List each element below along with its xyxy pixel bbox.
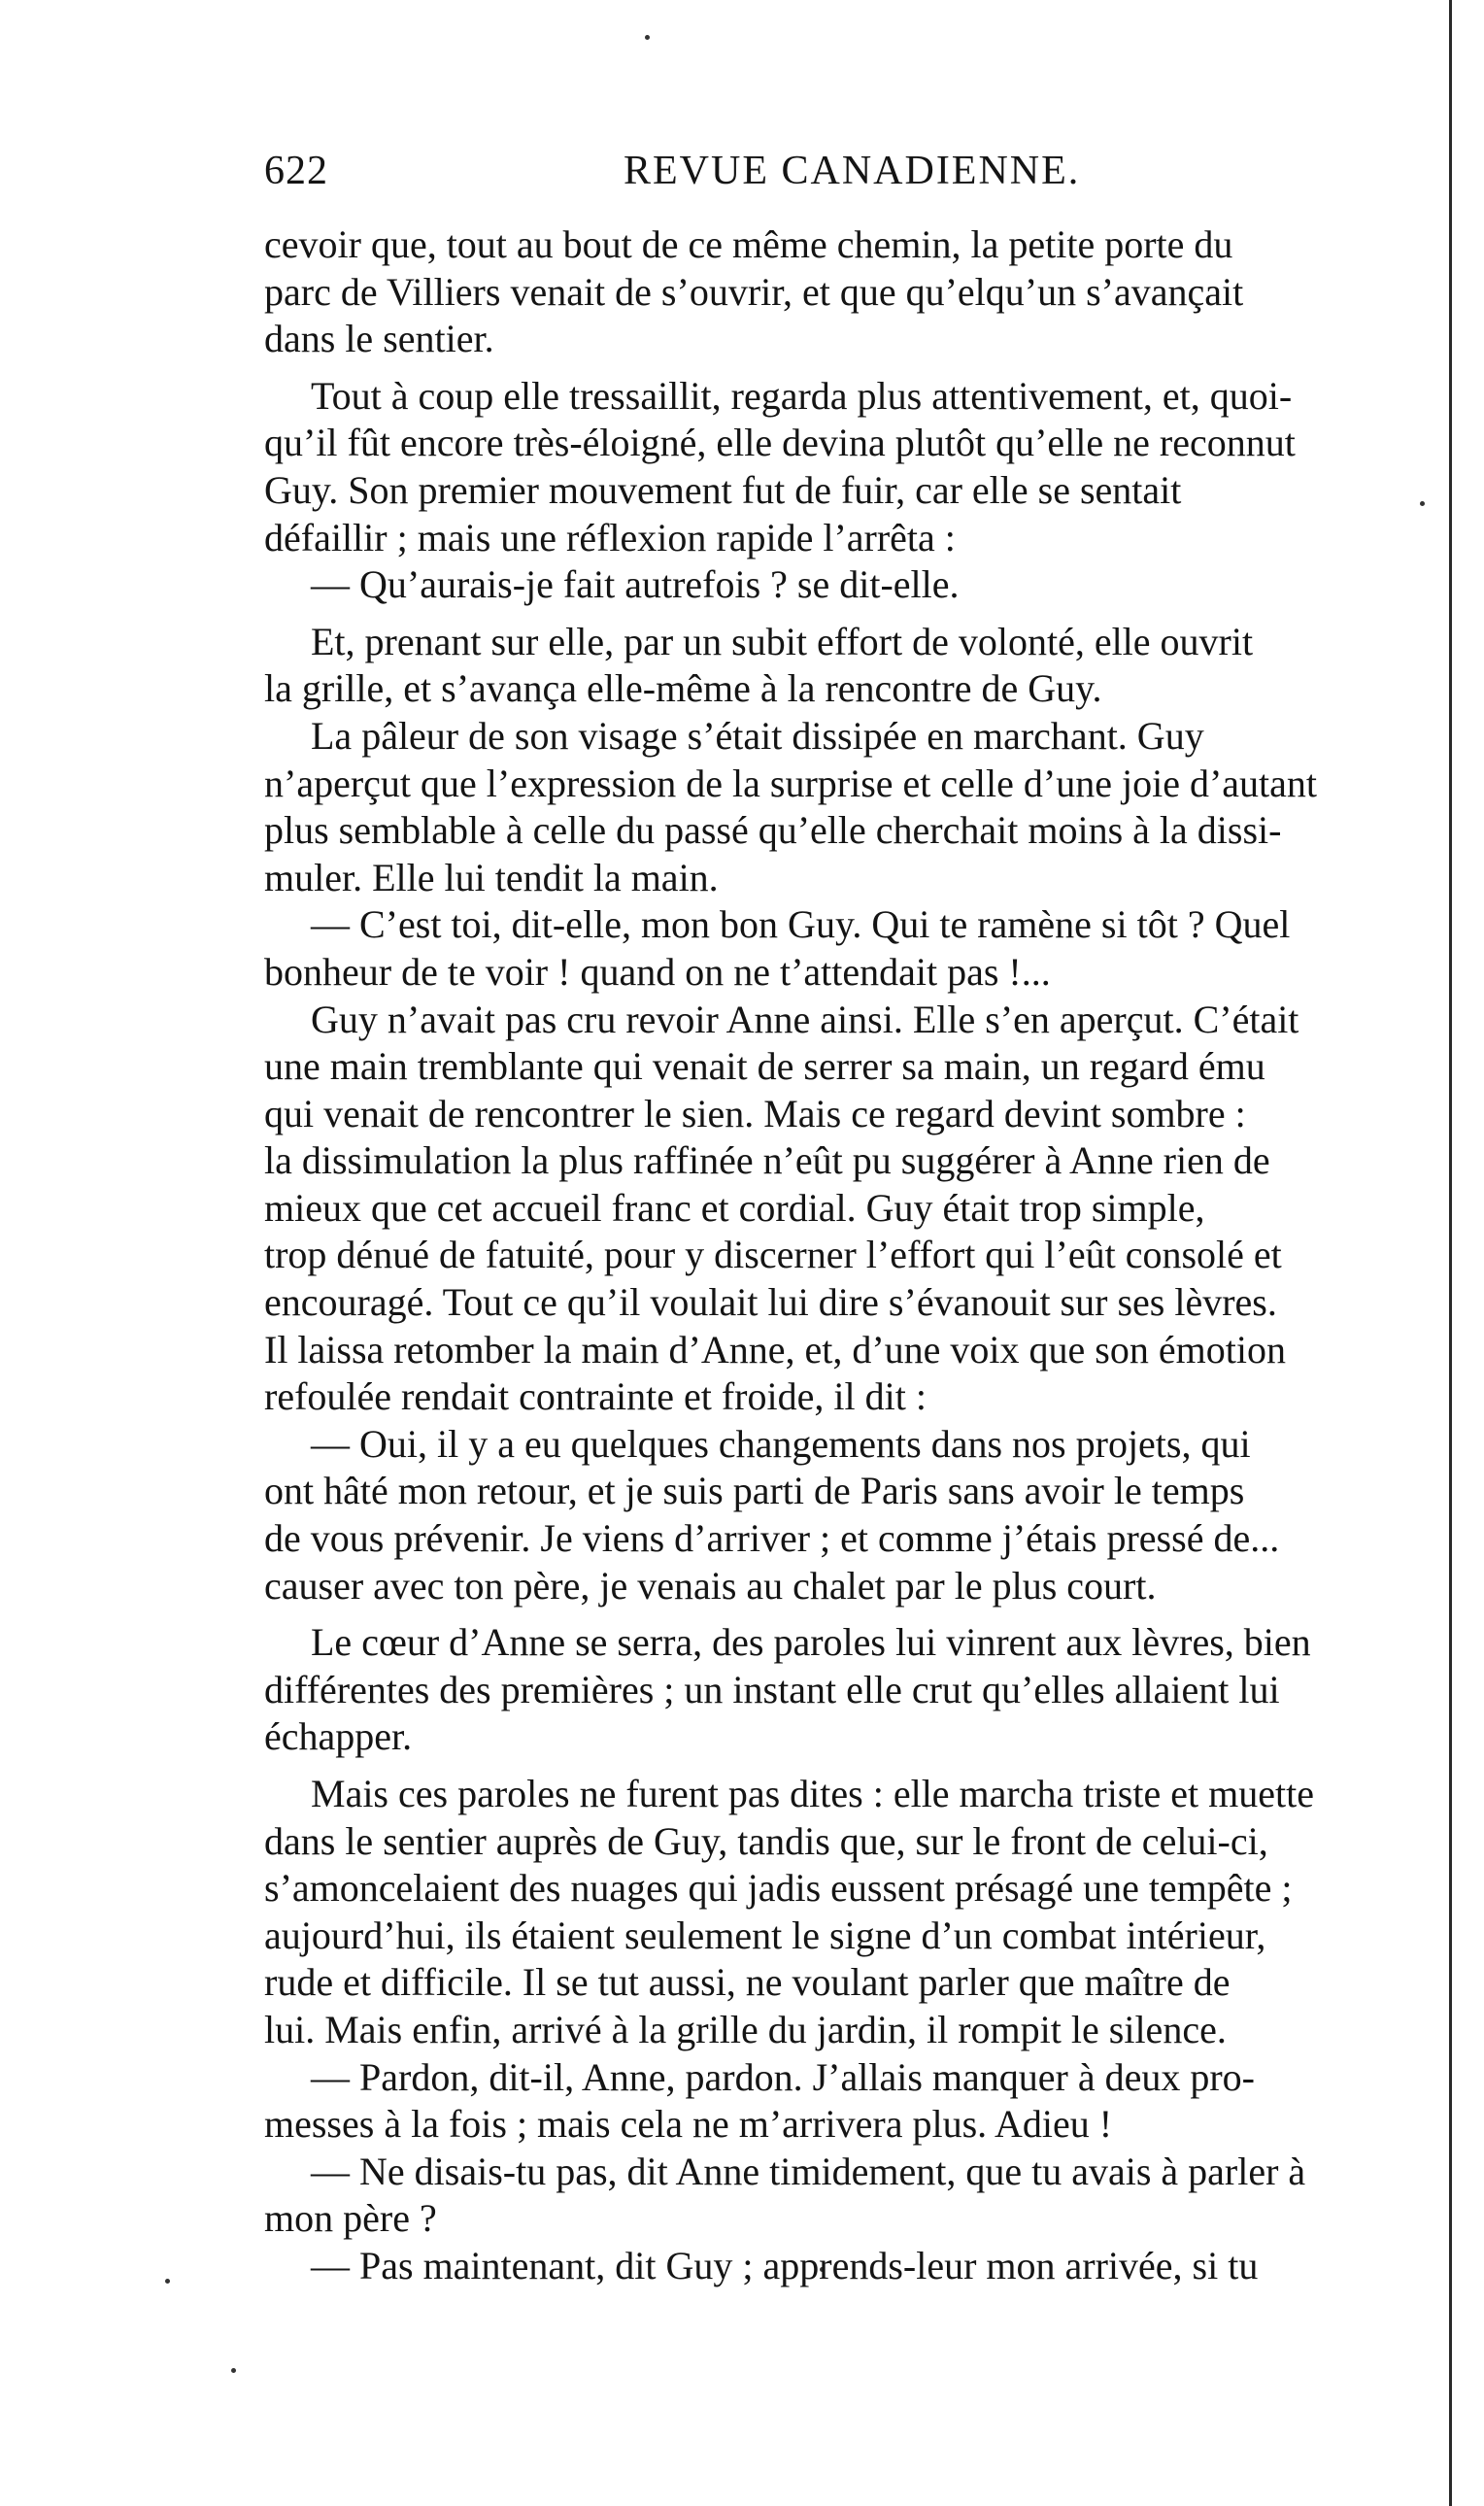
text-line: n’aperçut que l’expression de la surprise et celle d’une joie d’autant [264, 761, 1318, 805]
paragraph-gap [264, 363, 1381, 373]
text-line: une main tremblante qui venait de serrer sa main, un regard ému [264, 1044, 1265, 1089]
text-line: qui venait de rencontrer le sien. Mais ce regard devint sombre : [264, 1091, 1246, 1135]
text-line: dans le sentier. [264, 317, 494, 361]
ink-speck [165, 2279, 170, 2284]
text-line: causer avec ton père, je venais au chalet par le plus court. [264, 1563, 1157, 1608]
text-line: la dissimulation la plus raffinée n’eût pu suggérer à Anne rien de [264, 1138, 1270, 1183]
text-line: Il laissa retomber la main d’Anne, et, d’une voix que son émotion [264, 1327, 1286, 1372]
text-line: mon père ? [264, 2196, 437, 2241]
ink-speck [231, 2368, 236, 2373]
text-line: — Qu’aurais-je fait autrefois ? se dit-elle. [311, 562, 960, 607]
text-line: de vous prévenir. Je viens d’arriver ; et comme j’étais pressé de... [264, 1516, 1280, 1561]
text-line: refoulée rendait contrainte et froide, il dit : [264, 1374, 927, 1419]
text-line: plus semblable à celle du passé qu’elle cherchait moins à la dissi- [264, 808, 1282, 853]
text-line: ont hâté mon retour, et je suis parti de Paris sans avoir le temps [264, 1469, 1245, 1513]
text-line: muler. Elle lui tendit la main. [264, 855, 719, 899]
text-line: mieux que cet accueil franc et cordial. Guy était trop simple, [264, 1185, 1205, 1230]
paragraph-gap [264, 609, 1381, 619]
paragraph-gap [264, 1761, 1381, 1771]
text-line: — Pardon, dit-il, Anne, pardon. J’allais manquer à deux pro- [311, 2054, 1255, 2099]
text-line: lui. Mais enfin, arrivé à la grille du jardin, il rompit le silence. [264, 2007, 1227, 2051]
text-line: parc de Villiers venait de s’ouvrir, et que qu’elqu’un s’avançait [264, 269, 1244, 314]
text-line: Tout à coup elle tressaillit, regarda plus attentivement, et, quoi- [311, 373, 1293, 418]
text-line: bonheur de te voir ! quand on ne t’attendait pas !... [264, 949, 1051, 994]
paragraph-gap [264, 1609, 1381, 1619]
page-edge-rule [1449, 0, 1452, 2506]
ink-speck [645, 35, 650, 40]
text-line: messes à la fois ; mais cela ne m’arrivera plus. Adieu ! [264, 2102, 1113, 2147]
text-line: La pâleur de son visage s’était dissipée en marchant. Guy [311, 713, 1204, 758]
text-line: s’amoncelaient des nuages qui jadis eussent présagé une tempête ; [264, 1866, 1293, 1911]
text-line: encouragé. Tout ce qu’il voulait lui dire s’évanouit sur ses lèvres. [264, 1280, 1277, 1325]
text-line: Le cœur d’Anne se serra, des paroles lui vinrent aux lèvres, bien [311, 1620, 1311, 1665]
text-line: défaillir ; mais une réflexion rapide l’arrêta : [264, 515, 956, 559]
running-title: REVUE CANADIENNE. [624, 149, 1081, 193]
text-line: qu’il fût encore très-éloigné, elle devina plutôt qu’elle ne reconnut [264, 421, 1296, 465]
text-line: — Pas maintenant, dit Guy ; apprends-leur mon arrivée, si tu [311, 2243, 1259, 2287]
text-line: dans le sentier auprès de Guy, tandis que, sur le front de celui-ci, [264, 1818, 1268, 1863]
text-line: Et, prenant sur elle, par un subit effort de volonté, elle ouvrit [311, 619, 1254, 663]
text-line: échapper. [264, 1714, 413, 1759]
text-line: la grille, et s’avança elle-même à la rencontre de Guy. [264, 666, 1102, 711]
page-number: 622 [264, 149, 328, 193]
text-line: — C’est toi, dit-elle, mon bon Guy. Qui te ramène si tôt ? Quel [311, 902, 1291, 947]
page-header [264, 148, 1138, 202]
text-line: aujourd’hui, ils étaient seulement le signe d’un combat intérieur, [264, 1913, 1266, 1957]
body-text [264, 221, 1381, 2290]
text-line: différentes des premières ; un instant elle crut qu’elles allaient lui [264, 1667, 1280, 1711]
text-line: cevoir que, tout au bout de ce même chemin, la petite porte du [264, 222, 1233, 266]
text-line: — Ne disais-tu pas, dit Anne timidement, que tu avais à parler à [311, 2149, 1306, 2193]
ink-speck [1420, 501, 1425, 506]
text-line: Guy. Son premier mouvement fut de fuir, car elle se sentait [264, 467, 1182, 512]
text-line: Mais ces paroles ne furent pas dites : elle marcha triste et muette [311, 1772, 1314, 1815]
text-line: rude et difficile. Il se tut aussi, ne voulant parler que maître de [264, 1960, 1231, 2005]
text-line: trop dénué de fatuité, pour y discerner l’effort qui l’eût consolé et [264, 1233, 1282, 1277]
text-line: Guy n’avait pas cru revoir Anne ainsi. Elle s’en aperçut. C’était [311, 997, 1299, 1041]
text-line: — Oui, il y a eu quelques changements dans nos projets, qui [311, 1421, 1251, 1466]
